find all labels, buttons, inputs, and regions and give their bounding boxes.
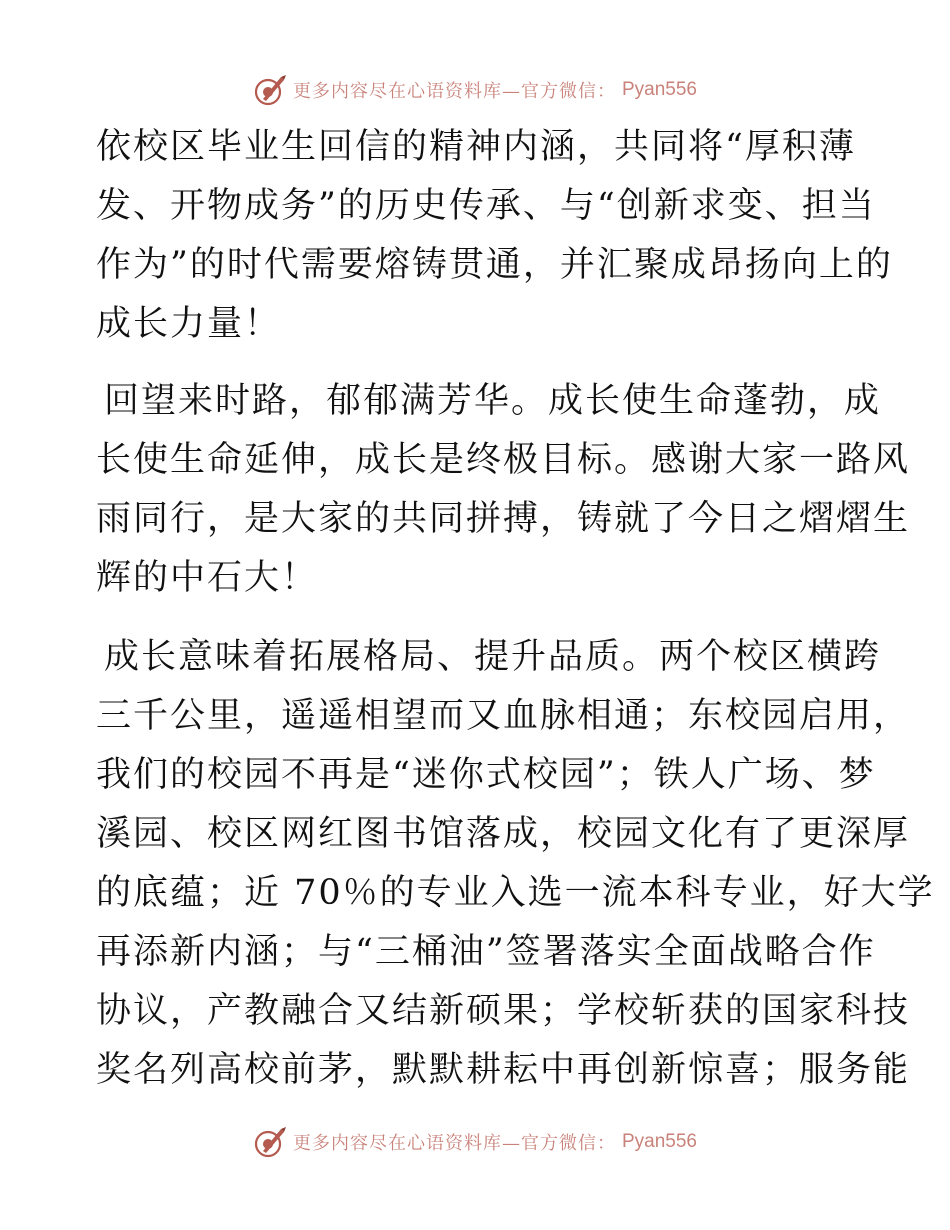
paragraph-3	[96, 628, 935, 1100]
footer-watermark	[0, 1122, 950, 1162]
paragraph-line: 的底蕴；近 70％的专业入选一流本科专业，好大学	[96, 873, 935, 913]
paragraph-line: 再添新内涵；与“三桶油”签署落实全面战略合作	[96, 932, 876, 972]
paragraph-line: 长使生命延伸，成长是终极目标。感谢大家一路风	[96, 440, 911, 480]
document-body	[96, 118, 935, 1090]
quill-logo-icon	[253, 73, 287, 107]
quill-logo-icon	[253, 1125, 287, 1159]
paragraph-1	[96, 118, 893, 354]
paragraph-2	[96, 372, 911, 608]
paragraph-line: 辉的中石大！	[96, 558, 319, 598]
header-watermark	[0, 70, 950, 110]
paragraph-line: 我们的校园不再是“迷你式校园”；铁人广场、梦	[96, 755, 876, 795]
paragraph-line: 作为”的时代需要熔铸贯通，并汇聚成昂扬向上的	[96, 245, 893, 285]
paragraph-line: 三千公里，遥遥相望而又血脉相通；东校园启用，	[96, 696, 911, 736]
paragraph-line: 成长意味着拓展格局、提升品质。两个校区横跨	[104, 637, 882, 677]
watermark-wechat-id: Pyan556	[621, 79, 697, 100]
paragraph-line: 成长力量！	[96, 304, 282, 344]
paragraph-line: 溪园、校区网红图书馆落成，校园文化有了更深厚	[96, 814, 911, 854]
paragraph-line: 协议，产教融合又结新硕果；学校斩获的国家科技	[96, 991, 911, 1031]
watermark-wechat-id: Pyan556	[621, 1131, 697, 1152]
paragraph-line: 奖名列高校前茅，默默耕耘中再创新惊喜；服务能	[96, 1050, 911, 1090]
paragraph-line: 回望来时路，郁郁满芳华。成长使生命蓬勃，成	[104, 381, 882, 421]
paragraph-line: 发、开物成务”的历史传承、与“创新求变、担当	[96, 186, 876, 226]
watermark-text: 更多内容尽在心语资料库—官方微信：	[292, 1133, 616, 1154]
paragraph-line: 依校区毕业生回信的精神内涵，共同将“厚积薄	[96, 127, 856, 167]
paragraph-line: 雨同行，是大家的共同拼搏，铸就了今日之熠熠生	[96, 499, 911, 539]
watermark-text: 更多内容尽在心语资料库—官方微信：	[292, 81, 616, 102]
